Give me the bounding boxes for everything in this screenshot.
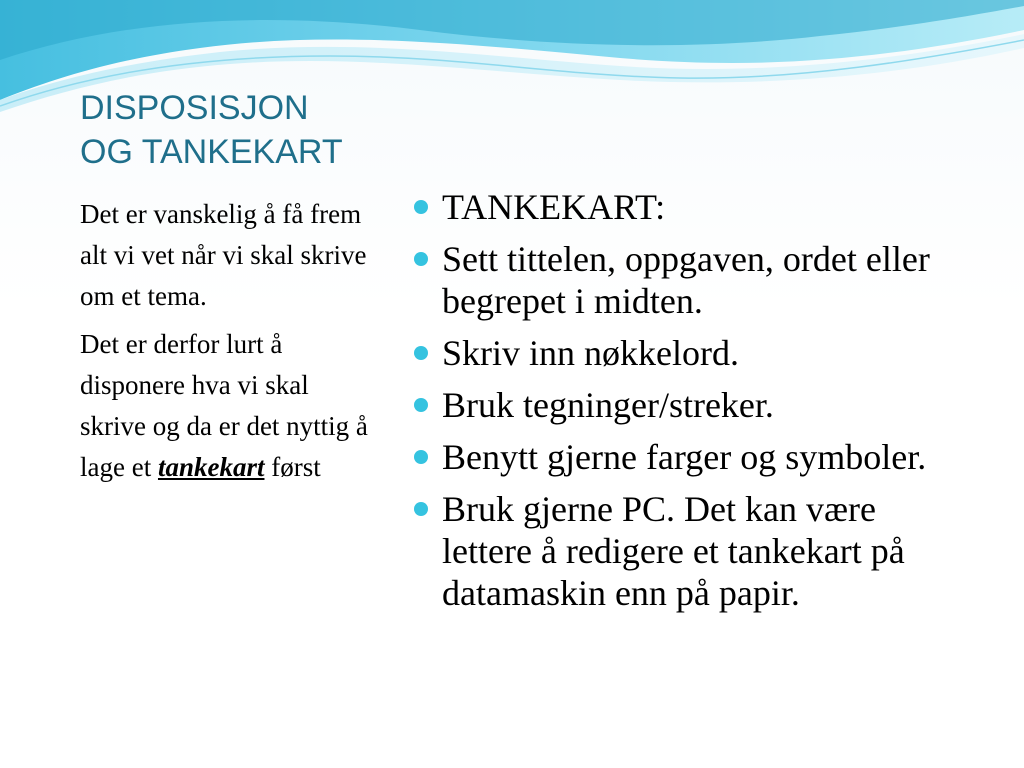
bullet-list (412, 186, 972, 624)
bullet-item (412, 436, 972, 478)
left-paragraph-2 (80, 324, 380, 488)
left-paragraph-2-suffix: først (264, 452, 321, 482)
left-paragraph-1: Det er vanskelig å få frem alt vi vet når vi skal skrive om et tema. (80, 199, 367, 311)
bullet-text: TANKEKART: (442, 187, 666, 227)
left-paragraph-2-text: Det er derfor lurt å disponere hva vi skal skrive og da er det nyttig å lage et (80, 329, 368, 482)
bullet-dot-icon (414, 200, 428, 214)
bullet-dot-icon (414, 502, 428, 516)
bullet-text: Bruk gjerne PC. Det kan være lettere å redigere et tankekart på datamaskin enn på papir. (442, 489, 905, 613)
bullet-dot-icon (414, 252, 428, 266)
title-line-1: DISPOSISJON (80, 89, 309, 127)
bullet-dot-icon (414, 346, 428, 360)
bullet-text: Skriv inn nøkkelord. (442, 333, 739, 373)
left-text-column (80, 194, 380, 495)
emphasized-word: tankekart (157, 452, 265, 482)
bullet-dot-icon (414, 450, 428, 464)
bullet-text: Sett tittelen, oppgaven, ordet eller begrepet i midten. (442, 239, 930, 321)
bullet-item (412, 238, 972, 322)
title-line-2: OG TANKEKART (80, 133, 343, 171)
bullet-item (412, 332, 972, 374)
bullet-text: Bruk tegninger/streker. (442, 385, 774, 425)
bullet-item (412, 384, 972, 426)
slide-title (80, 86, 440, 174)
bullet-item (412, 488, 972, 614)
bullet-item (412, 186, 972, 228)
bullet-dot-icon (414, 398, 428, 412)
bullet-text: Benytt gjerne farger og symboler. (442, 437, 927, 477)
